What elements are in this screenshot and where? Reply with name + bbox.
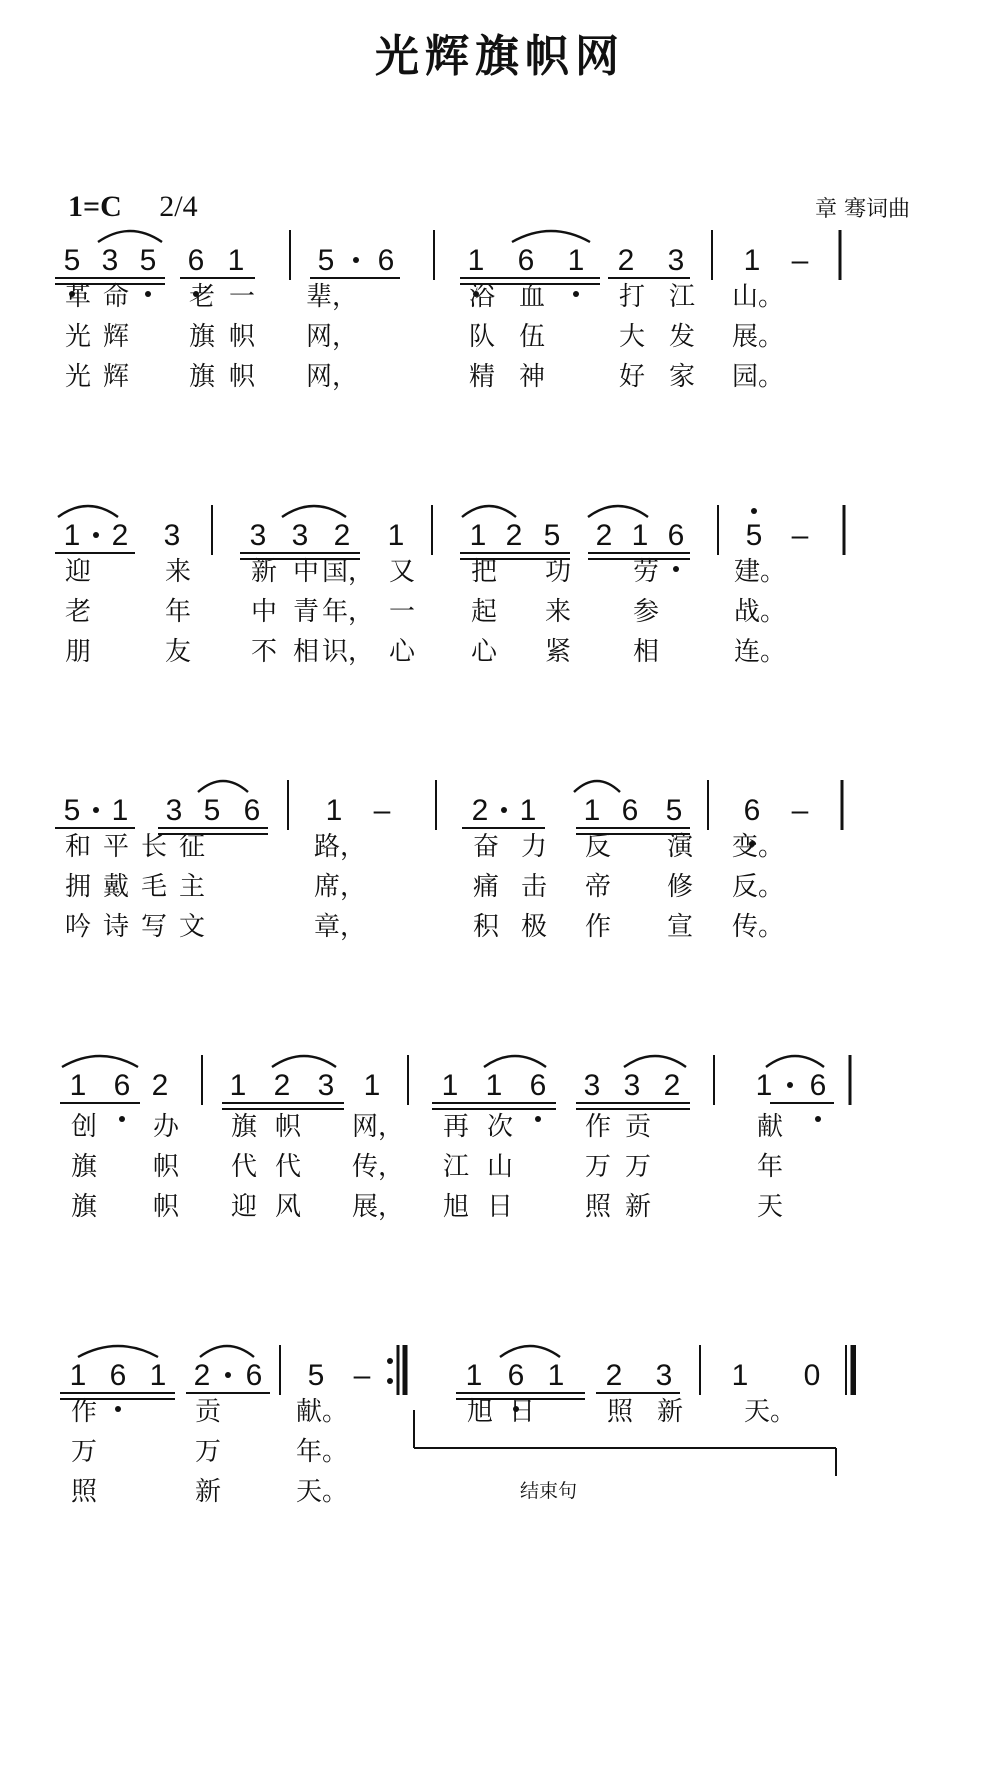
slur: [198, 781, 248, 792]
note-digit: 5: [307, 1359, 325, 1392]
key-signature: 1=C: [68, 190, 122, 223]
lyric-character: 传。: [731, 912, 785, 942]
note-digit: 5: [317, 244, 335, 277]
extension-dash: –: [353, 1359, 371, 1392]
lyric-character: 戴: [102, 872, 130, 902]
note-digit: 5: [665, 794, 683, 827]
lyric-character: 年，: [321, 597, 375, 627]
lyric-character: 变。: [731, 832, 785, 862]
lyric-character: 帜: [228, 322, 256, 352]
note-digit: 3: [165, 794, 183, 827]
lyric-character: 伍: [518, 322, 546, 352]
note-digit: 1: [755, 1069, 773, 1102]
lyric-character: 次: [486, 1112, 514, 1142]
note-digit: 1: [469, 519, 487, 552]
note-digit: 3: [317, 1069, 335, 1102]
lyric-character: 风: [274, 1192, 302, 1222]
lyric-character: 发: [668, 322, 696, 352]
lyric-character: 旗: [188, 322, 216, 352]
lyric-character: 好: [618, 362, 646, 392]
slur: [58, 506, 118, 517]
repeat-dot: [387, 1358, 393, 1364]
lyric-character: 一: [388, 597, 416, 627]
lyric-character: 打: [618, 282, 646, 312]
note-digit: 1: [567, 244, 585, 277]
note-digit: 3: [583, 1069, 601, 1102]
lyric-character: 再: [442, 1112, 470, 1142]
time-signature: 2/4: [159, 190, 198, 223]
lyric-character: 江: [668, 282, 696, 312]
note-digit: 1: [149, 1359, 167, 1392]
lyric-character: 迎: [230, 1192, 258, 1222]
augmentation-dot: [93, 532, 99, 538]
lyric-character: 迎: [64, 557, 92, 587]
note-digit: 1: [583, 794, 601, 827]
note-digit: 6: [245, 1359, 263, 1392]
note-digit: 1: [325, 794, 343, 827]
note-digit: 5: [139, 244, 157, 277]
lyric-character: 旭: [466, 1397, 494, 1427]
lyric-character: 贡: [194, 1397, 222, 1427]
extension-dash: –: [791, 519, 809, 552]
lyric-character: 功: [544, 557, 572, 587]
lyric-character: 山。: [731, 282, 785, 312]
lyric-character: 长: [140, 832, 168, 862]
note-digit: 6: [517, 244, 535, 277]
note-digit: 2: [193, 1359, 211, 1392]
note-digit: 2: [273, 1069, 291, 1102]
low-octave-dot: [535, 1116, 541, 1122]
song-title: 光辉旗帜网: [375, 31, 625, 82]
lyric-character: 代: [230, 1152, 258, 1182]
lyric-character: 起: [470, 597, 498, 627]
lyric-character: 识，: [321, 637, 375, 667]
slur: [588, 506, 648, 517]
lyric-character: 帜: [228, 362, 256, 392]
lyric-character: 把: [470, 557, 498, 587]
augmentation-dot: [787, 1082, 793, 1088]
lyric-character: 帜: [274, 1112, 302, 1142]
low-octave-dot: [119, 1116, 125, 1122]
lyric-character: 建。: [733, 557, 787, 587]
lyric-character: 来: [544, 597, 572, 627]
high-octave-dot: [751, 508, 757, 514]
note-digit: 2: [617, 244, 635, 277]
lyric-character: 贡: [624, 1112, 652, 1142]
lyric-character: 山: [486, 1152, 514, 1182]
lyric-character: 友: [164, 637, 192, 667]
note-digit: 2: [333, 519, 351, 552]
lyric-character: 相: [292, 637, 320, 667]
lyric-character: 路，: [313, 832, 367, 862]
augmentation-dot: [501, 807, 507, 813]
note-digit: 3: [291, 519, 309, 552]
note-digit: 1: [731, 1359, 749, 1392]
lyric-character: 相: [632, 637, 660, 667]
lyric-character: 传，: [351, 1152, 405, 1182]
lyric-character: 命: [102, 282, 130, 312]
lyric-character: 照: [606, 1397, 634, 1427]
note-digit: 5: [63, 794, 81, 827]
low-octave-dot: [815, 1116, 821, 1122]
lyric-character: 光: [64, 322, 92, 352]
note-digit: 1: [467, 244, 485, 277]
lyric-character: 演: [666, 832, 694, 862]
slur: [574, 781, 620, 792]
lyric-character: 劳: [632, 557, 660, 587]
lyric-character: 创: [70, 1112, 98, 1142]
lyric-character: 帝: [584, 872, 612, 902]
note-digit: 6: [743, 794, 761, 827]
lyric-character: 战。: [733, 597, 787, 627]
note-digit: 5: [203, 794, 221, 827]
lyric-character: 新: [194, 1477, 222, 1507]
note-digit: 6: [507, 1359, 525, 1392]
lyric-character: 新: [656, 1397, 684, 1427]
lyric-character: 血: [518, 282, 546, 312]
lyric-character: 国，: [321, 557, 375, 587]
lyric-character: 奋: [472, 832, 500, 862]
lyric-character: 吟: [64, 912, 92, 942]
lyric-character: 网，: [351, 1112, 405, 1142]
lyric-character: 参: [632, 597, 660, 627]
note-digit: 1: [227, 244, 245, 277]
lyric-character: 修: [666, 872, 694, 902]
composer-credit: 章 骞词曲: [815, 197, 910, 222]
lyric-character: 万: [624, 1152, 652, 1182]
note-digit: 3: [163, 519, 181, 552]
lyric-character: 园。: [731, 362, 785, 392]
lyric-character: 击: [520, 872, 548, 902]
lyric-character: 展。: [731, 322, 785, 352]
note-digit: 1: [63, 519, 81, 552]
lyric-character: 连。: [733, 637, 787, 667]
lyric-character: 照: [70, 1477, 98, 1507]
lyric-character: 章，: [313, 912, 367, 942]
lyric-character: 反。: [731, 872, 785, 902]
note-digit: 2: [471, 794, 489, 827]
note-digit: 3: [655, 1359, 673, 1392]
lyric-character: 辉: [102, 322, 130, 352]
note-digit: 6: [377, 244, 395, 277]
note-digit: 1: [519, 794, 537, 827]
note-digit: 1: [441, 1069, 459, 1102]
note-digit: 2: [151, 1069, 169, 1102]
note-digit: 6: [667, 519, 685, 552]
lyric-character: 毛: [140, 872, 168, 902]
lyric-character: 网，: [305, 362, 359, 392]
lyric-character: 天: [756, 1192, 784, 1222]
low-octave-dot: [145, 291, 151, 297]
note-digit: 3: [623, 1069, 641, 1102]
lyric-character: 旗: [70, 1192, 98, 1222]
slur: [500, 1346, 560, 1357]
lyric-character: 作: [70, 1397, 98, 1427]
note-digit: 1: [485, 1069, 503, 1102]
note-digit: 5: [745, 519, 763, 552]
lyric-character: 老: [64, 597, 92, 627]
lyric-character: 写: [140, 912, 168, 942]
note-digit: 2: [505, 519, 523, 552]
lyric-character: 和: [64, 832, 92, 862]
lyric-character: 照: [584, 1192, 612, 1222]
lyric-character: 席，: [313, 872, 367, 902]
low-octave-dot: [115, 1406, 121, 1412]
repeat-dot: [387, 1378, 393, 1384]
slur: [62, 1056, 138, 1067]
lyric-character: 光: [64, 362, 92, 392]
note-digit: 6: [621, 794, 639, 827]
lyric-character: 年: [756, 1152, 784, 1182]
lyric-character: 天。: [295, 1477, 349, 1507]
augmentation-dot: [225, 1372, 231, 1378]
lyric-character: 江: [442, 1152, 470, 1182]
lyric-character: 天。: [743, 1397, 797, 1427]
lyric-character: 宣: [666, 912, 694, 942]
slur: [484, 1056, 546, 1067]
note-digit: 6: [243, 794, 261, 827]
lyric-character: 万: [584, 1152, 612, 1182]
note-digit: 1: [69, 1069, 87, 1102]
lyric-character: 一: [228, 282, 256, 312]
lyric-character: 帜: [152, 1152, 180, 1182]
lyric-character: 家: [668, 362, 696, 392]
lyric-character: 展，: [351, 1192, 405, 1222]
note-digit: 1: [69, 1359, 87, 1392]
note-digit: 2: [111, 519, 129, 552]
lyric-character: 老: [188, 282, 216, 312]
note-digit: 1: [631, 519, 649, 552]
note-digit: 6: [809, 1069, 827, 1102]
lyric-character: 朋: [64, 637, 92, 667]
lyric-character: 万: [194, 1437, 222, 1467]
slur: [512, 231, 590, 242]
lyric-character: 万: [70, 1437, 98, 1467]
lyric-character: 大: [618, 322, 646, 352]
lyric-character: 年。: [295, 1437, 349, 1467]
lyric-character: 积: [472, 912, 500, 942]
lyric-character: 不: [250, 637, 278, 667]
augmentation-dot: [93, 807, 99, 813]
lyric-character: 作: [584, 1112, 612, 1142]
note-digit: 1: [743, 244, 761, 277]
augmentation-dot: [353, 257, 359, 263]
lyric-character: 力: [520, 832, 548, 862]
lyric-character: 日: [486, 1192, 514, 1222]
slur: [624, 1056, 686, 1067]
lyric-character: 辈，: [305, 282, 359, 312]
slur: [200, 1346, 254, 1357]
slur: [766, 1056, 824, 1067]
low-octave-dot: [573, 291, 579, 297]
lyric-character: 代: [274, 1152, 302, 1182]
lyric-character: 诗: [102, 912, 130, 942]
note-digit: 1: [387, 519, 405, 552]
lyric-character: 紧: [544, 637, 572, 667]
extension-dash: –: [373, 794, 391, 827]
lyric-character: 队: [468, 322, 496, 352]
note-digit: 6: [529, 1069, 547, 1102]
note-digit: 2: [595, 519, 613, 552]
lyric-character: 旗: [188, 362, 216, 392]
note-digit: 1: [465, 1359, 483, 1392]
lyric-character: 作: [584, 912, 612, 942]
slur: [462, 506, 516, 517]
note-digit: 6: [113, 1069, 131, 1102]
lyric-character: 革: [64, 282, 92, 312]
note-digit: 3: [667, 244, 685, 277]
lyric-character: 极: [520, 912, 548, 942]
lyric-character: 网，: [305, 322, 359, 352]
extension-dash: –: [791, 794, 809, 827]
lyric-character: 拥: [64, 872, 92, 902]
lyric-character: 献。: [295, 1397, 349, 1427]
lyric-character: 新: [624, 1192, 652, 1222]
lyric-character: 新: [250, 557, 278, 587]
note-digit: 6: [109, 1359, 127, 1392]
lyric-character: 平: [102, 832, 130, 862]
lyric-character: 中: [292, 557, 320, 587]
note-digit: 2: [663, 1069, 681, 1102]
lyric-character: 又: [388, 557, 416, 587]
lyric-character: 中: [250, 597, 278, 627]
low-octave-dot: [673, 566, 679, 572]
lyric-character: 日: [508, 1397, 536, 1427]
lyric-character: 心: [470, 637, 498, 667]
lyric-character: 征: [178, 832, 206, 862]
slur: [98, 231, 162, 242]
lyric-character: 年: [164, 597, 192, 627]
note-digit: 1: [547, 1359, 565, 1392]
lyric-character: 办: [152, 1112, 180, 1142]
lyric-character: 神: [518, 362, 546, 392]
lyric-character: 精: [468, 362, 496, 392]
note-digit: 5: [543, 519, 561, 552]
lyric-character: 旭: [442, 1192, 470, 1222]
ending-label: 结束句: [520, 1480, 578, 1502]
lyric-character: 辉: [102, 362, 130, 392]
note-digit: 3: [101, 244, 119, 277]
slur: [282, 506, 346, 517]
note-digit: 6: [187, 244, 205, 277]
extension-dash: –: [791, 244, 809, 277]
lyric-character: 反: [584, 832, 612, 862]
note-digit: 5: [63, 244, 81, 277]
lyric-character: 来: [164, 557, 192, 587]
note-digit: 1: [229, 1069, 247, 1102]
lyric-character: 心: [388, 637, 416, 667]
lyric-character: 痛: [472, 872, 500, 902]
lyric-character: 青: [292, 597, 320, 627]
lyric-character: 旗: [70, 1152, 98, 1182]
slur: [272, 1056, 336, 1067]
lyric-character: 主: [178, 872, 206, 902]
note-digit: 1: [111, 794, 129, 827]
slur: [78, 1346, 158, 1357]
note-digit: 2: [605, 1359, 623, 1392]
note-digit: 3: [249, 519, 267, 552]
lyric-character: 旗: [230, 1112, 258, 1142]
lyric-character: 献: [756, 1112, 784, 1142]
note-digit: 1: [363, 1069, 381, 1102]
lyric-character: 文: [178, 912, 206, 942]
lyric-character: 帜: [152, 1192, 180, 1222]
lyric-character: 浴: [468, 282, 496, 312]
note-digit: 0: [803, 1359, 821, 1392]
